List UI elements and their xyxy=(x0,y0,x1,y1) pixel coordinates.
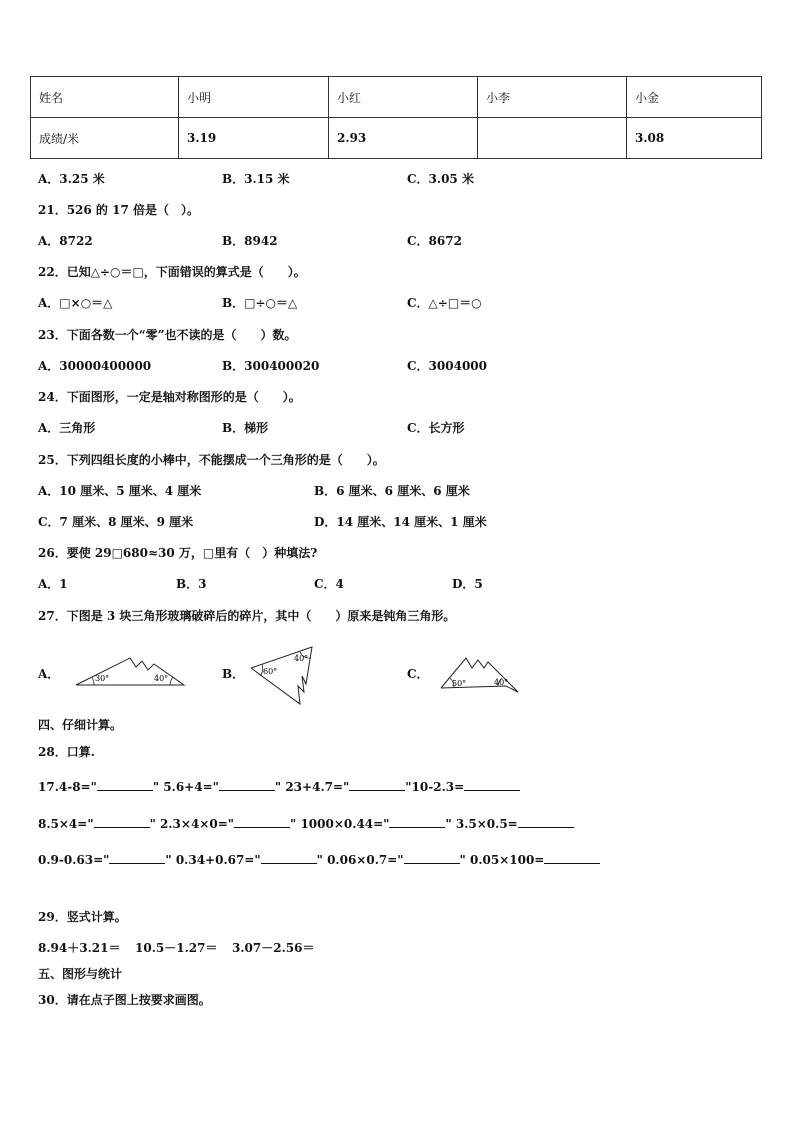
angle-label: 30° xyxy=(95,674,110,683)
expression: " 5.6+4=" xyxy=(152,780,219,794)
vertical-calc-item: 8.94＋3.21＝ xyxy=(38,941,121,955)
option-c: C．3004000 xyxy=(407,359,487,373)
answer-blank[interactable] xyxy=(349,778,405,791)
expression: 8.5×4=" xyxy=(38,817,94,831)
expression: "10-2.3= xyxy=(405,780,465,794)
option-c: C．△÷□＝○ xyxy=(407,296,482,310)
table-cell: 小明 xyxy=(179,77,329,118)
section-heading: 五、图形与统计 xyxy=(38,967,123,981)
option-b: B．3 xyxy=(176,577,207,591)
expression: " 3.5×0.5= xyxy=(445,817,518,831)
figure-label-b: B． xyxy=(222,667,245,681)
table-cell: 3.08 xyxy=(627,118,762,159)
option-a: A．30000400000 xyxy=(38,359,152,373)
option-c: C．8672 xyxy=(407,234,462,248)
question-29: 29．竖式计算。 xyxy=(38,910,127,924)
angle-label: 60° xyxy=(263,667,278,676)
answer-blank[interactable] xyxy=(97,778,153,791)
oral-calc-row xyxy=(38,815,574,831)
score-table xyxy=(30,76,762,159)
table-cell xyxy=(478,118,627,159)
answer-blank[interactable] xyxy=(464,778,520,791)
table-cell: 姓名 xyxy=(31,77,179,118)
figure-label-a: A． xyxy=(38,667,60,681)
option-d: D．5 xyxy=(452,577,483,591)
expression: " 23+4.7=" xyxy=(274,780,350,794)
option-b: B．□÷○＝△ xyxy=(222,296,298,310)
triangle-fragment-a-figure xyxy=(74,654,186,688)
option-b: B．8942 xyxy=(222,234,278,248)
oral-calc-row xyxy=(38,851,600,867)
option-a: A．8722 xyxy=(38,234,93,248)
option-c: C．3.05 米 xyxy=(407,172,474,186)
question-26: 26．要使 29□680≈30 万，□里有（ ）种填法? xyxy=(38,546,318,560)
option-c: C．7 厘米、8 厘米、9 厘米 xyxy=(38,515,194,529)
question-28: 28．口算. xyxy=(38,745,95,759)
answer-blank[interactable] xyxy=(219,778,275,791)
option-b: B．3.15 米 xyxy=(222,172,290,186)
option-d: D．14 厘米、14 厘米、1 厘米 xyxy=(314,515,487,529)
expression: " 0.34+0.67=" xyxy=(165,853,261,867)
expression: 17.4-8=" xyxy=(38,780,97,794)
option-b: B．梯形 xyxy=(222,421,269,435)
table-cell: 小李 xyxy=(478,77,627,118)
table-cell: 小红 xyxy=(329,77,478,118)
option-a: A．三角形 xyxy=(38,421,96,435)
expression: " 0.05×100= xyxy=(459,853,545,867)
answer-blank[interactable] xyxy=(544,851,600,864)
table-cell: 3.19 xyxy=(179,118,329,159)
option-c: C．长方形 xyxy=(407,421,465,435)
expression: " 1000×0.44=" xyxy=(290,817,390,831)
question-22: 22．已知△÷○＝□，下面错误的算式是（ ）。 xyxy=(38,265,306,279)
answer-blank[interactable] xyxy=(518,815,574,828)
option-b: B．300400020 xyxy=(222,359,320,373)
figure-label-c: C． xyxy=(407,667,429,681)
angle-label: 50° xyxy=(452,679,467,688)
option-a: A．10 厘米、5 厘米、4 厘米 xyxy=(38,484,202,498)
table-row xyxy=(31,77,762,118)
table-cell: 2.93 xyxy=(329,118,478,159)
question-25: 25．下列四组长度的小棒中，不能摆成一个三角形的是（ ）。 xyxy=(38,453,385,467)
option-a: A．1 xyxy=(38,577,68,591)
answer-blank[interactable] xyxy=(261,851,317,864)
question-27: 27．下图是 3 块三角形玻璃破碎后的碎片，其中（ ）原来是钝角三角形。 xyxy=(38,609,456,623)
table-cell: 小金 xyxy=(627,77,762,118)
section-heading: 四、仔细计算。 xyxy=(38,718,123,732)
option-c: C．4 xyxy=(314,577,344,591)
triangle-fragment-c-figure xyxy=(438,654,522,694)
option-a: A．3.25 米 xyxy=(38,172,105,186)
option-a: A．□×○＝△ xyxy=(38,296,113,310)
question-30: 30．请在点子图上按要求画图。 xyxy=(38,993,211,1007)
answer-blank[interactable] xyxy=(234,815,290,828)
angle-label: 40° xyxy=(154,674,169,683)
angle-label: 40° xyxy=(294,654,309,663)
table-cell: 成绩/米 xyxy=(31,118,179,159)
vertical-calc-item: 3.07－2.56＝ xyxy=(232,941,315,955)
angle-label: 40° xyxy=(494,678,509,687)
triangle-fragment-b-figure xyxy=(248,644,316,708)
expression: 0.9-0.63=" xyxy=(38,853,110,867)
answer-blank[interactable] xyxy=(389,815,445,828)
table-row xyxy=(31,118,762,159)
question-24: 24．下面图形，一定是轴对称图形的是（ ）。 xyxy=(38,390,301,404)
oral-calc-row xyxy=(38,778,520,794)
expression: " 0.06×0.7=" xyxy=(316,853,404,867)
expression: " 2.3×4×0=" xyxy=(149,817,235,831)
option-b: B．6 厘米、6 厘米、6 厘米 xyxy=(314,484,470,498)
answer-blank[interactable] xyxy=(404,851,460,864)
answer-blank[interactable] xyxy=(94,815,150,828)
question-23: 23．下面各数一个“零”也不读的是（ ）数。 xyxy=(38,328,297,342)
vertical-calc-item: 10.5－1.27＝ xyxy=(135,941,218,955)
question-21: 21．526 的 17 倍是（ ）。 xyxy=(38,203,199,217)
answer-blank[interactable] xyxy=(109,851,165,864)
